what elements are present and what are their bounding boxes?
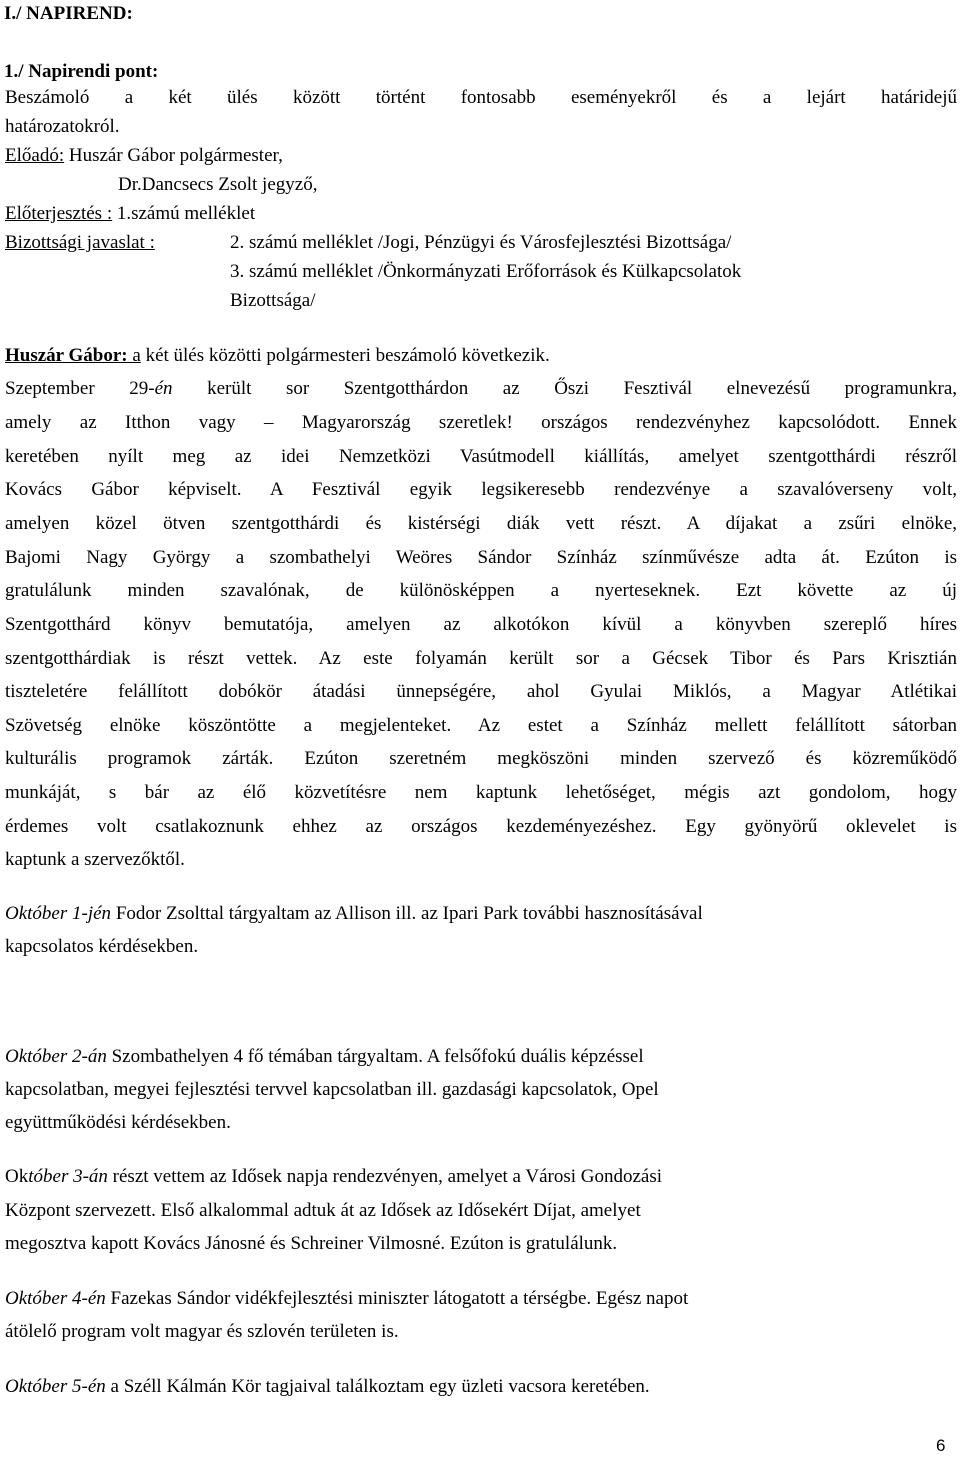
report-line-2: amely az Itthon vagy – Magyarország szeretlek! országos rendezvényhez kapcsolódott. Ennek	[5, 412, 957, 433]
oct1-text-1: Fodor Zsolttal tárgyaltam az Allison ill. az Ipari Park további hasznosításával	[111, 903, 703, 924]
committee-item-2b: Bizottsága/	[230, 290, 316, 311]
oct3-text-1: részt vettem az Idősek napja rendezvényen, amelyet a Városi Gondozási	[107, 1166, 663, 1187]
report-line-4: Kovács Gábor képviselt. A Fesztivál egyik legsikeresebb rendezvénye a szavalóverseny volt,	[5, 479, 957, 500]
oct5-line-1	[5, 1376, 650, 1398]
speaker-text-b: két ülés közötti polgármesteri beszámoló következik.	[140, 345, 550, 366]
oct3-line-2: Központ szervezett. Első alkalommal adtuk át az Idősek az Idősekért Díjat, amelyet	[5, 1200, 641, 1221]
oct4-line-1	[5, 1288, 688, 1310]
report-line-9: szentgotthárdiak is részt vettek. Az este folyamán került sor a Gécsek Tibor és Pars Krisztián	[5, 648, 957, 669]
report-line-6: Bajomi Nagy György a szombathelyi Weöres Sándor Színház színművésze adta át. Ezúton is	[5, 547, 957, 568]
oct3-line-1	[5, 1166, 662, 1188]
oct2-line-2: kapcsolatban, megyei fejlesztési tervvel kapcsolatban ill. gazdasági kapcsolatok, Opel	[5, 1079, 659, 1100]
report-line-11: Szövetség elnöke köszöntötte a megjelenteket. Az estet a Színház mellett felállított sátorban	[5, 715, 957, 736]
page-number: 6	[936, 1436, 946, 1455]
oct1-date: Október 1-jén	[5, 903, 112, 924]
speaker-line	[5, 345, 550, 367]
report-line-12: kulturális programok zárták. Ezúton szeretném megköszöni minden szervező és közreműködő	[5, 748, 957, 769]
agenda-subject-line-1: Beszámoló a két ülés között történt fontosabb eseményekről és a lejárt határidejű	[5, 87, 957, 108]
report-line-1	[5, 378, 957, 400]
oct3-date-b: tóber 3-án	[28, 1166, 108, 1187]
report-line-13: munkáját, s bár az élő közvetítésre nem kaptunk lehetőséget, mégis azt gondolom, hogy	[5, 782, 957, 803]
sep29-suffix: én	[154, 378, 173, 399]
proposal-line	[5, 203, 255, 225]
oct2-line-3: együttműködési kérdésekben.	[5, 1112, 231, 1133]
report-line-15: kaptunk a szervezőktől.	[5, 849, 185, 870]
report-line-5: amelyen közel ötven szentgotthárdi és kistérségi diák vett részt. A díjakat a zsűri elnöke,	[5, 513, 957, 534]
oct2-line-1	[5, 1046, 644, 1068]
report-text-1: került sor Szentgotthárdon az Őszi Fesztivál elnevezésű programunkra,	[172, 378, 958, 399]
oct5-text-1: a Széll Kálmán Kör tagjaival találkoztam egy üzleti vacsora keretében.	[105, 1376, 650, 1397]
speaker-name: Huszár Gábor:	[5, 345, 128, 366]
presenter-label: Előadó:	[5, 145, 65, 166]
sep29-date: Szeptember 29-	[5, 378, 155, 399]
presenter-name-1: Huszár Gábor polgármester,	[64, 145, 283, 166]
speaker-text-a: a	[127, 345, 141, 366]
report-line-8: Szentgotthárd könyv bemutatója, amelyen az alkotókon kívül a könyvben szereplő híres	[5, 614, 957, 635]
agenda-item-title: 1./ Napirendi pont:	[4, 61, 159, 82]
proposal-label: Előterjesztés :	[5, 203, 113, 224]
oct4-line-2: átölelő program volt magyar és szlovén területen is.	[5, 1321, 399, 1342]
committee-label: Bizottsági javaslat :	[5, 232, 155, 253]
report-line-10: tiszteletére felállított dobókör átadási ünnepségére, ahol Gyulai Miklós, a Magyar Atlétikai	[5, 681, 957, 702]
oct1-line-2: kapcsolatos kérdésekben.	[5, 936, 199, 957]
agenda-heading: I./ NAPIREND:	[4, 3, 133, 24]
proposal-value: 1.számú melléklet	[112, 203, 256, 224]
oct4-text-1: Fazekas Sándor vidékfejlesztési miniszter látogatott a térségbe. Egész napot	[105, 1288, 689, 1309]
committee-item-2a: 3. számú melléklet /Önkormányzati Erőforrások és Külkapcsolatok	[230, 261, 742, 282]
oct1-line-1	[5, 903, 703, 925]
report-line-3: keretében nyílt meg az idei Nemzetközi Vasútmodell kiállítás, amelyet szentgotthárdi részről	[5, 446, 957, 467]
oct2-date: Október 2-án	[5, 1046, 107, 1067]
presenter-line	[5, 145, 283, 167]
report-line-14: érdemes volt csatlakoznunk ehhez az országos kezdeményezéshez. Egy gyönyörű oklevelet is	[5, 816, 957, 837]
oct3-date-a: Ok	[5, 1166, 29, 1187]
agenda-subject-line-2: határozatokról.	[5, 116, 120, 137]
committee-item-1: 2. számú melléklet /Jogi, Pénzügyi és Városfejlesztési Bizottsága/	[230, 232, 732, 253]
presenter-name-2: Dr.Dancsecs Zsolt jegyző,	[118, 174, 318, 195]
report-line-7: gratulálunk minden szavalónak, de különösképpen a nyerteseknek. Ezt követte az új	[5, 580, 957, 601]
oct2-text-1: Szombathelyen 4 fő témában tárgyaltam. A felsőfokú duális képzéssel	[106, 1046, 644, 1067]
oct5-date: Október 5-én	[5, 1376, 106, 1397]
oct3-line-3: megosztva kapott Kovács Jánosné és Schreiner Vilmosné. Ezúton is gratulálunk.	[5, 1233, 618, 1254]
oct4-date: Október 4-én	[5, 1288, 106, 1309]
